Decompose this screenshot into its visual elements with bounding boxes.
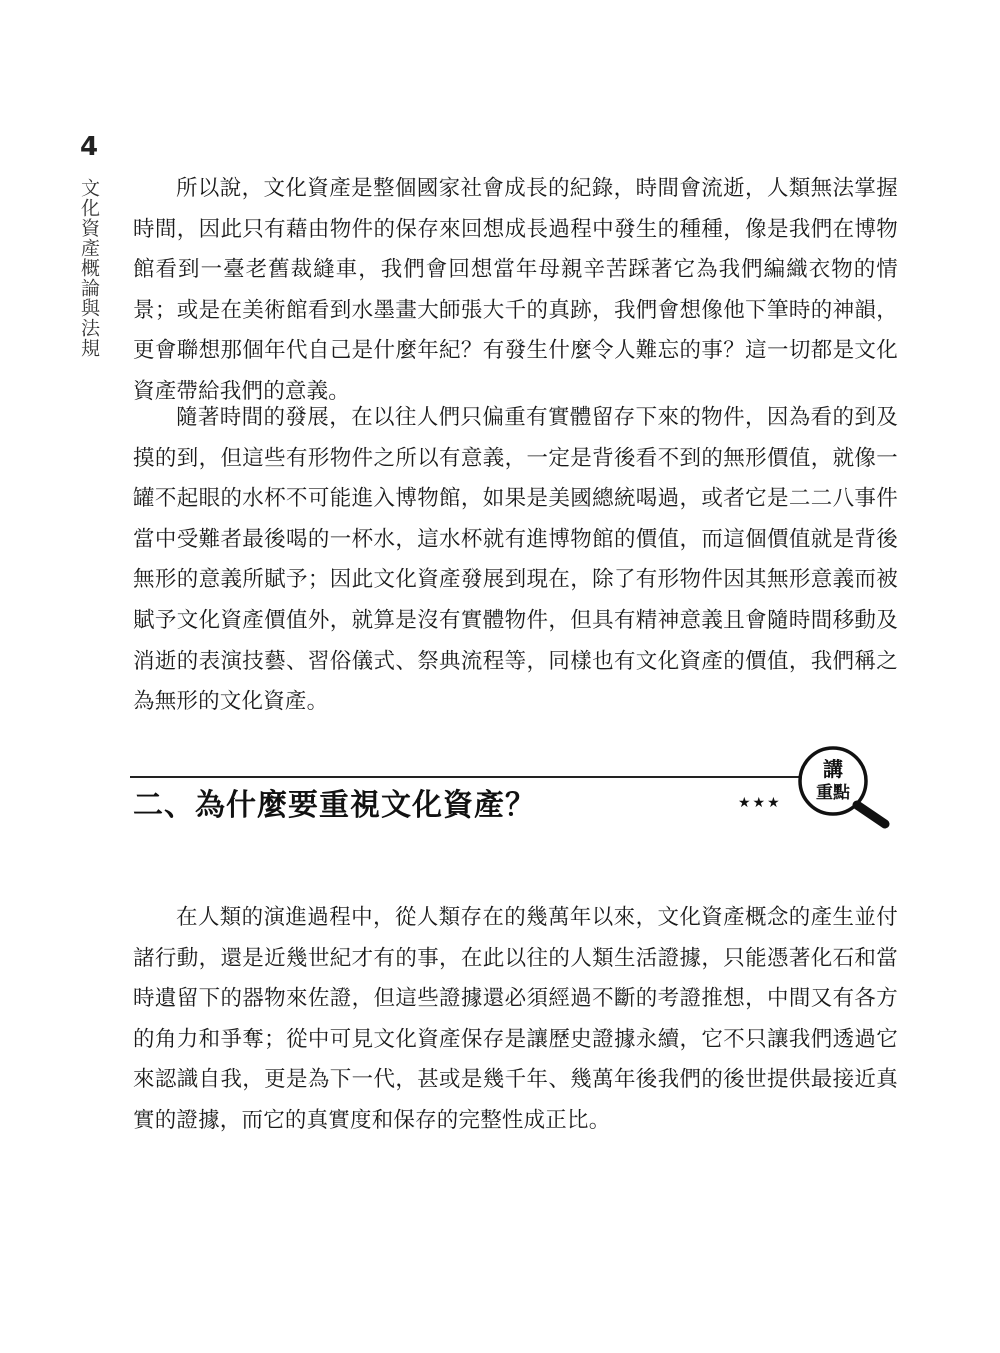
body-paragraph — [133, 169, 898, 413]
running-title: 文化資產概論與法規 — [78, 178, 100, 358]
body-paragraph — [133, 898, 898, 1142]
body-paragraph — [133, 398, 898, 723]
badge-label-bottom: 重點 — [816, 783, 850, 803]
importance-stars: ★★★ — [738, 795, 782, 811]
key-point-badge — [796, 744, 892, 830]
paragraph-text: 在人類的演進過程中，從人類存在的幾萬年以來，文化資產概念的產生並付諸行動，還是近幾世紀才有的事，在此以往的人類生活證據，只能憑著化石和當時遺留下的器物來佐證，但這些證據還必須經過不斷的考證推想，中間又有各方的角力和爭奪；從中可見文化資產保存是讓歷史證據永續，它不只讓我們透過它來認識自我，更是為下一代，甚或是幾千年、幾萬年後我們的後世提供最接近真實的證據，而它的真實度和保存的完整性成正比。 — [133, 905, 898, 1133]
section-divider — [130, 776, 810, 778]
paragraph-text: 所以說，文化資產是整個國家社會成長的紀錄，時間會流逝，人類無法掌握時間，因此只有藉由物件的保存來回想成長過程中發生的種種，像是我們在博物館看到一臺老舊裁縫車，我們會回想當年母親辛苦踩著它為我們編織衣物的情景；或是在美術館看到水墨畫大師張大千的真跡，我們會想像他下筆時的神韻，更會聯想那個年代自己是什麼年紀？有發生什麼令人難忘的事？這一切都是文化資產帶給我們的意義。 — [133, 176, 898, 404]
page-number: 4 — [80, 132, 99, 162]
section-heading: 二、為什麼要重視文化資產？ — [133, 788, 536, 823]
badge-label-top: 講 — [823, 757, 843, 781]
paragraph-text: 隨著時間的發展，在以往人們只偏重有實體留存下來的物件，因為看的到及摸的到，但這些有形物件之所以有意義，一定是背後看不到的無形價值，就像一罐不起眼的水杯不可能進入博物館，如果是美國總統喝過，或者它是二二八事件當中受難者最後喝的一杯水，這水杯就有進博物館的價值，而這個價值就是背後無形的意義所賦予；因此文化資產發展到現在，除了有形物件因其無形意義而被賦予文化資產價值外，就算是沒有實體物件，但具有精神意義且會隨時間移動及消逝的表演技藝、習俗儀式、祭典流程等，同樣也有文化資產的價值，我們稱之為無形的文化資產。 — [133, 405, 898, 715]
